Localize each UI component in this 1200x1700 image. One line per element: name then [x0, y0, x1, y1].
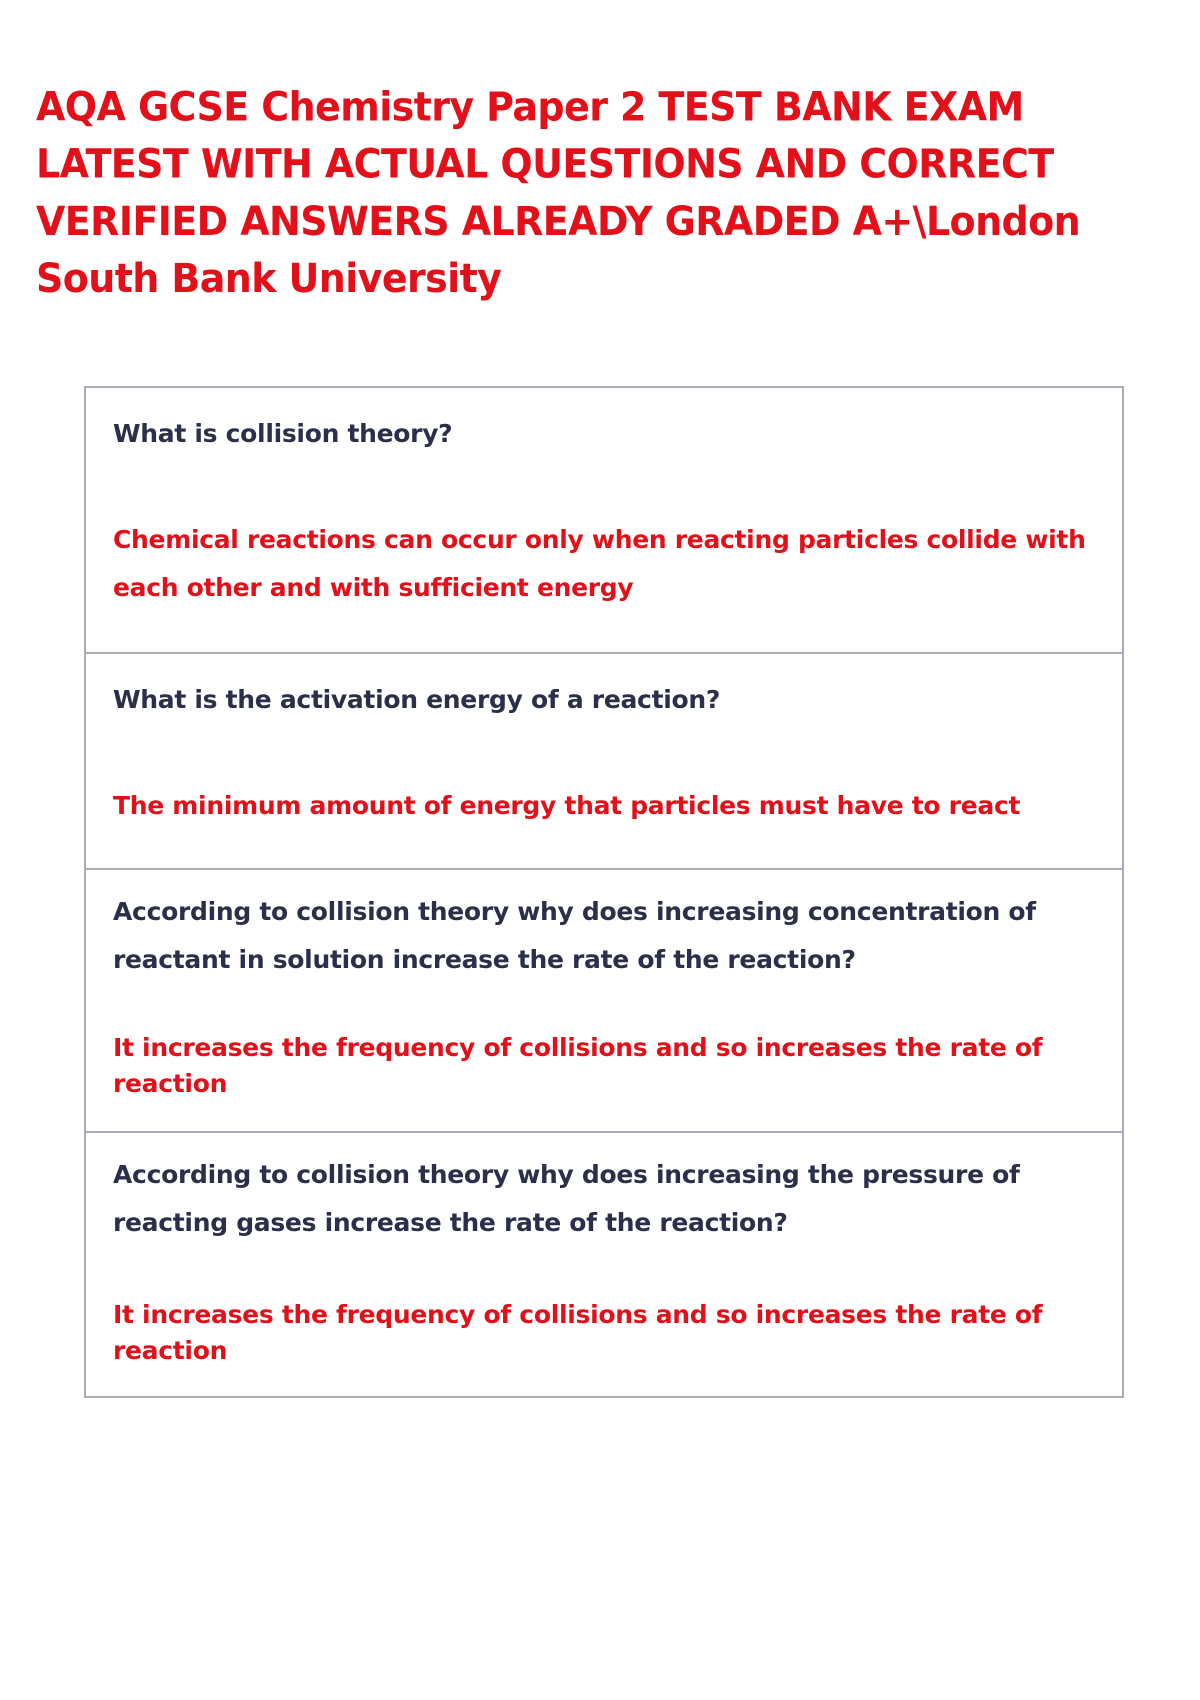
qa-table — [84, 386, 1124, 1398]
answer-text: Chemical reactions can occur only when reacting particles collide with each other and with sufficient energy — [113, 525, 1086, 602]
question-text: According to collision theory why does increasing the pressure of reacting gases increase the rate of the reaction? — [113, 1160, 1020, 1237]
qa-row — [86, 388, 1122, 654]
question-text: According to collision theory why does increasing concentration of reactant in solution increase the rate of the reaction? — [113, 897, 1036, 974]
qa-row — [86, 870, 1122, 1133]
question-text: What is the activation energy of a reaction? — [113, 685, 721, 714]
question-text: What is collision theory? — [113, 419, 453, 448]
qa-row — [86, 1133, 1122, 1398]
answer-text: It increases the frequency of collisions and so increases the rate of reaction — [113, 1300, 1043, 1365]
document-title: AQA GCSE Chemistry Paper 2 TEST BANK EXAM LATEST WITH ACTUAL QUESTIONS AND CORRECT VERIFIED ANSWERS ALREADY GRADED A+\London South Bank University — [36, 83, 1081, 302]
answer-text: It increases the frequency of collisions and so increases the rate of reaction — [113, 1033, 1043, 1098]
qa-row — [86, 654, 1122, 870]
answer-text: The minimum amount of energy that particles must have to react — [113, 791, 1021, 820]
